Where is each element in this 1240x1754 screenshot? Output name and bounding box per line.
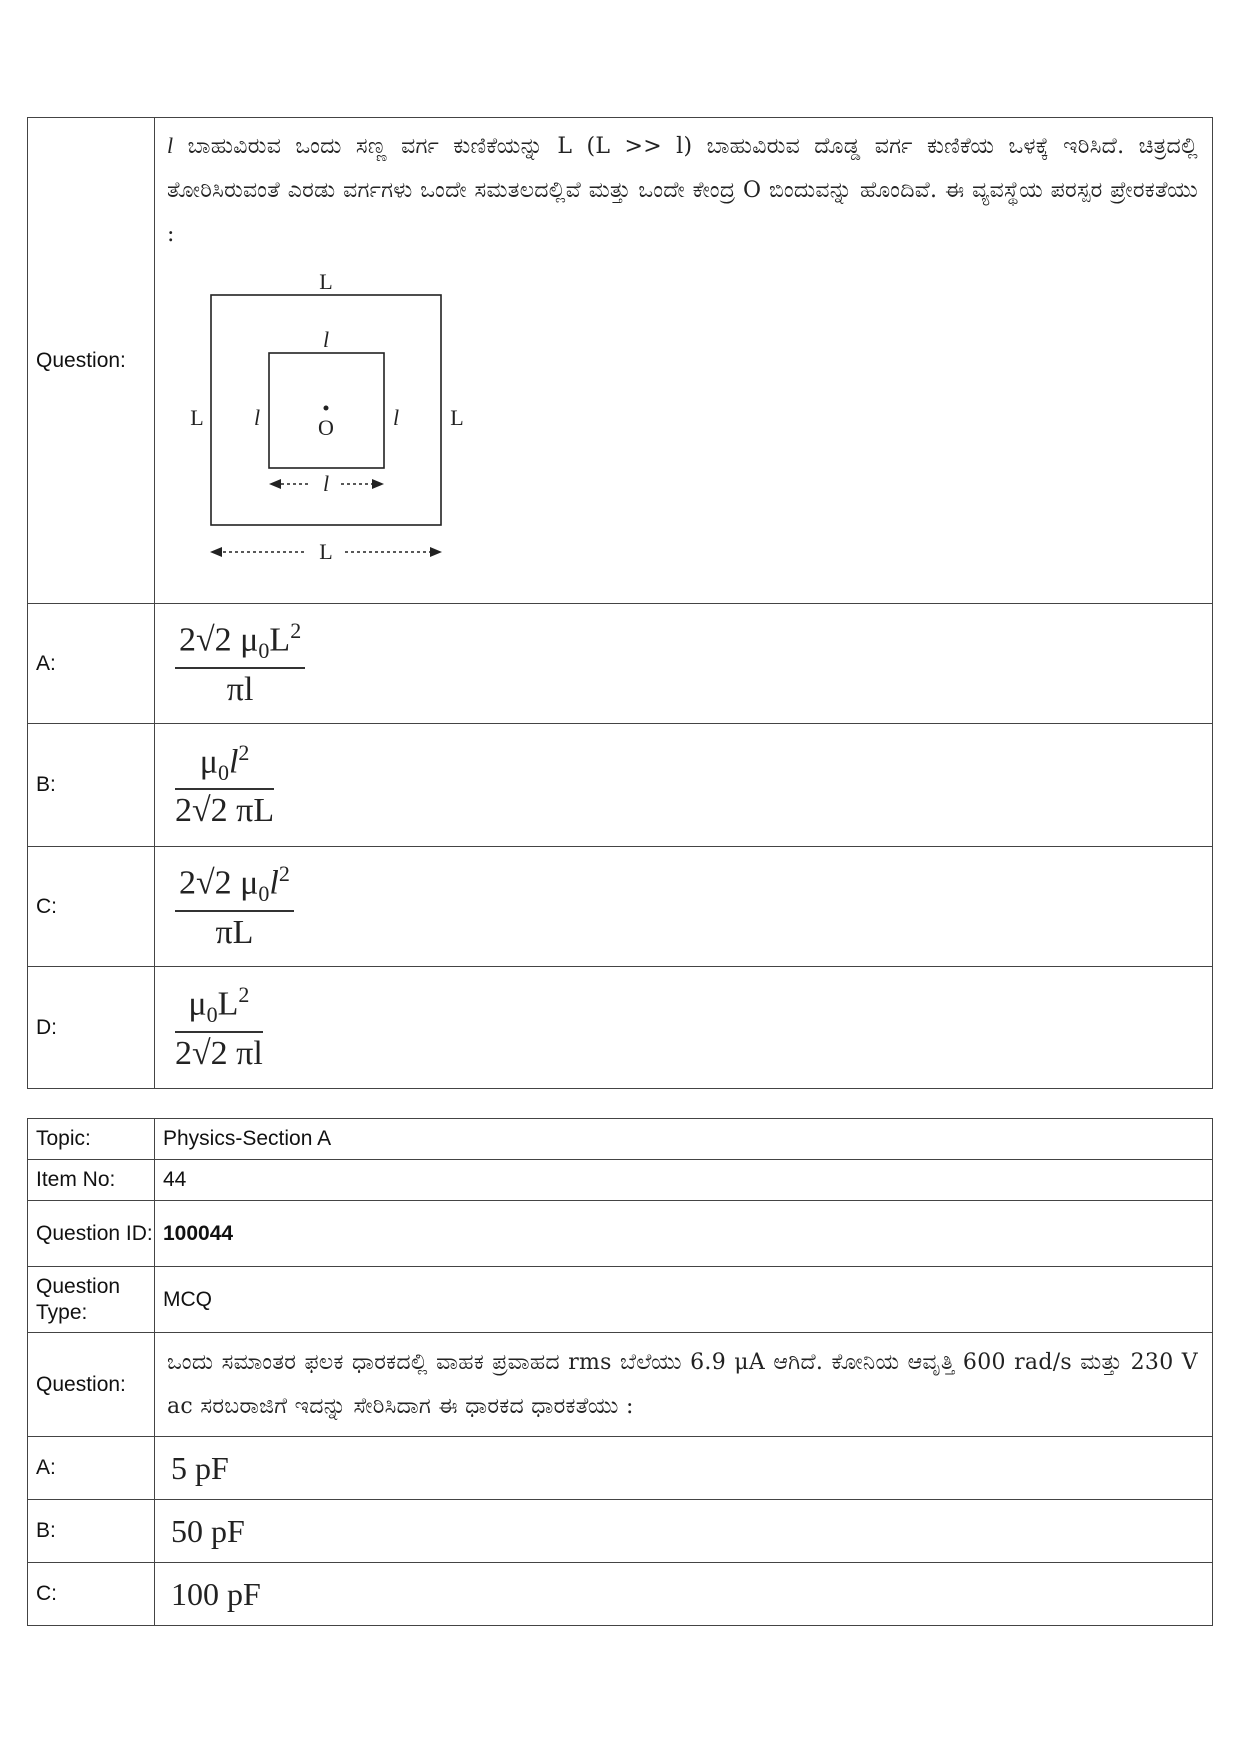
option-label: D: [28, 967, 155, 1089]
mu-subscript: 0 [217, 760, 229, 786]
mu-symbol: μ [188, 985, 207, 1023]
item-row [28, 1160, 1213, 1201]
inner-bottom-label: l [322, 471, 330, 496]
option-row-c [28, 1563, 1213, 1626]
option-label: A: [28, 604, 155, 724]
mu-subscript: 0 [206, 1002, 218, 1028]
option-label: B: [28, 724, 155, 847]
exponent: 2 [290, 618, 302, 644]
option-value-cell [155, 724, 1213, 847]
variable: l [269, 864, 279, 902]
topic-row [28, 1119, 1213, 1160]
mu-subscript: 0 [258, 881, 270, 907]
square-loops-diagram [175, 263, 505, 583]
topic-label: Topic: [28, 1119, 155, 1160]
exponent: 2 [238, 739, 250, 765]
coefficient: 2√2 [179, 621, 232, 659]
option-row-b [28, 1500, 1213, 1563]
mu-subscript: 0 [258, 638, 270, 664]
variable: L [269, 621, 291, 659]
fraction-denominator: 2√2 πL [175, 792, 275, 830]
question-row [28, 118, 1213, 604]
option-c-fraction[interactable] [175, 861, 294, 951]
option-b-value[interactable]: 50 pF [171, 1512, 245, 1549]
question-cell [155, 118, 1213, 604]
option-d-fraction[interactable] [175, 982, 263, 1072]
item-value: 44 [155, 1160, 1213, 1201]
option-row-c [28, 847, 1213, 967]
option-label: A: [28, 1437, 155, 1500]
exponent: 2 [238, 982, 250, 1008]
fraction-denominator: πL [215, 913, 254, 951]
option-row-a [28, 604, 1213, 724]
option-value-cell [155, 847, 1213, 967]
outer-top-label: L [319, 269, 333, 294]
question-type-row [28, 1267, 1213, 1333]
topic-value: Physics-Section A [155, 1119, 1213, 1160]
question-id-label: Question ID: [28, 1201, 155, 1267]
question-id-value: 100044 [155, 1201, 1213, 1267]
option-a-fraction[interactable] [175, 618, 305, 708]
option-a-value[interactable]: 5 pF [171, 1449, 229, 1486]
question-table-2 [27, 1118, 1213, 1626]
option-value-cell [155, 1437, 1213, 1500]
center-point [324, 406, 329, 411]
option-value-cell [155, 967, 1213, 1089]
question-text-var: l [167, 133, 174, 158]
inner-square [269, 353, 384, 468]
inner-left-label: l [253, 405, 261, 430]
outer-right-label: L [450, 405, 464, 430]
option-value-cell [155, 1500, 1213, 1563]
option-label: B: [28, 1500, 155, 1563]
option-row-a [28, 1437, 1213, 1500]
inner-top-label: l [322, 327, 330, 352]
fraction-denominator: 2√2 πl [175, 1034, 263, 1072]
outer-left-label: L [190, 405, 204, 430]
variable: l [228, 743, 239, 781]
mu-symbol: μ [240, 864, 259, 902]
option-b-fraction[interactable] [175, 740, 274, 830]
option-label: C: [28, 1563, 155, 1626]
option-c-value[interactable]: 100 pF [171, 1575, 261, 1612]
option-value-cell [155, 604, 1213, 724]
question-type-label: Question Type: [28, 1267, 155, 1333]
question-row [28, 1333, 1213, 1437]
question-cell [155, 1333, 1213, 1437]
item-label: Item No: [28, 1160, 155, 1201]
option-row-d [28, 967, 1213, 1089]
option-value-cell [155, 1563, 1213, 1626]
question-text [167, 124, 1198, 257]
exponent: 2 [278, 861, 290, 887]
coefficient: 2√2 [179, 864, 232, 902]
center-label: O [318, 415, 334, 440]
question-type-value: MCQ [155, 1267, 1213, 1333]
question-text-body: ಬಾಹುವಿರುವ ಒಂದು ಸಣ್ಣ ವರ್ಗ ಕುಣಿಕೆಯನ್ನು L (L >> l) ಬಾಹುವಿರುವ ದೊಡ್ಡ ವರ್ಗ ಕುಣಿಕೆಯ ಒಳಕ್ಕೆ ಇರಿಸಿದೆ. ಚಿತ್ರದಲ್ಲಿ ತೋರಿಸಿರುವಂತೆ ಎರಡು ವರ್ಗಗಳು ಒಂದೇ ಸಮತಲದಲ್ಲಿವೆ ಮತ್ತು ಒಂದೇ ಕೇಂದ್ರ O ಬಿಂದುವನ್ನು ಹೊಂದಿವೆ. ಈ ವ್ಯವಸ್ಥೆಯ ಪರಸ್ಪರ ಪ್ರೇರಕತೆಯು : [167, 134, 1198, 247]
fraction-numerator [175, 861, 294, 911]
fraction-numerator [175, 618, 305, 668]
mu-symbol: μ [199, 743, 218, 781]
outer-bottom-label: L [319, 539, 333, 564]
question-id-row [28, 1201, 1213, 1267]
variable: L [217, 985, 239, 1023]
fraction-numerator [175, 982, 263, 1032]
option-label: C: [28, 847, 155, 967]
option-row-b [28, 724, 1213, 847]
question-label: Question: [28, 118, 155, 604]
question-text: ಒಂದು ಸಮಾಂತರ ಫಲಕ ಧಾರಕದಲ್ಲಿ ವಾಹಕ ಪ್ರವಾಹದ rms ಬೆಲೆಯು 6.9 μA ಆಗಿದೆ. ಕೋನಿಯ ಆವೃತ್ತಿ 600 rad/s ಮತ್ತು 230 V ac ಸರಬರಾಜಿಗೆ ಇದನ್ನು ಸೇರಿಸಿದಾಗ ಈ ಧಾರಕದ ಧಾರಕತೆಯು : [167, 1349, 1198, 1419]
mu-symbol: μ [240, 621, 259, 659]
question-table-1 [27, 117, 1213, 1089]
inner-right-label: l [392, 405, 400, 430]
fraction-numerator [175, 740, 274, 790]
fraction-denominator: πl [226, 670, 254, 708]
question-label: Question: [28, 1333, 155, 1437]
